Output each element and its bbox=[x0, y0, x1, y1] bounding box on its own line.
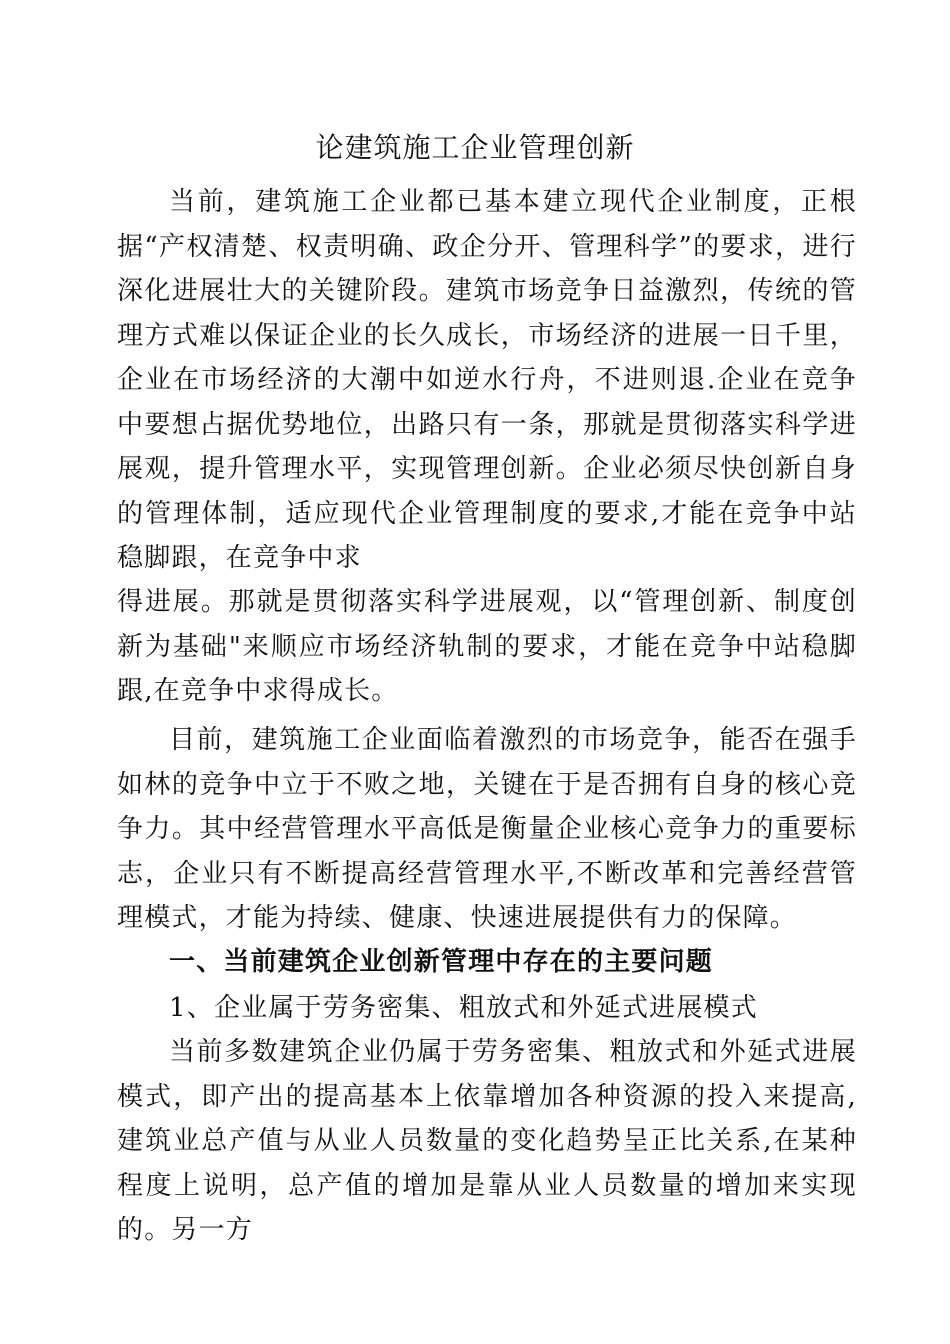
section-heading: 一、当前建筑企业创新管理中存在的主要问题 bbox=[169, 947, 714, 977]
body-paragraph: 得进展。那就是贯彻落实科学进展观，以“管理创新、制度创新为基础"来顺应市场经济轨制的要求，才能在竞争中站稳脚跟,在竞争中求得成长。 bbox=[117, 587, 857, 706]
paragraph-block-2 bbox=[117, 580, 857, 714]
paragraph-block-4 bbox=[117, 1030, 857, 1253]
subsection-heading: 1、企业属于劳务密集、粗放式和外延式进展模式 bbox=[169, 993, 758, 1023]
document-title: 论建筑施工企业管理创新 bbox=[315, 131, 635, 164]
body-paragraph: 当前，建筑施工企业都已基本建立现代企业制度，正根据“产权清楚、权责明确、政企分开、管理科学”的要求，进行深化进展壮大的关键阶段。建筑市场竞争日益激烈，传统的管理方式难以保证企业的长久成长，市场经济的进展一日千里，企业在市场经济的大潮中如逆水行舟，不进则退.企业在竞争中要想占据优势地位，出路只有一条，那就是贯彻落实科学进展观，提升管理水平，实现管理创新。企业必须尽快创新自身的管理体制，适应现代企业管理制度的要求,才能在竞争中站稳脚跟，在竞争中求 bbox=[117, 187, 857, 573]
body-paragraph: 当前多数建筑企业仍属于劳务密集、粗放式和外延式进展模式，即产出的提高基本上依靠增加各种资源的投入来提高,建筑业总产值与从业人员数量的变化趋势呈正比关系,在某种程度上说明，总产值的增加是靠从业人员数量的增加来实现的。另一方 bbox=[117, 1037, 857, 1245]
subsection-heading-block bbox=[117, 986, 857, 1031]
paragraph-block-1 bbox=[117, 180, 857, 581]
paragraph-block-3 bbox=[117, 718, 857, 941]
section-heading-block bbox=[117, 940, 857, 985]
body-paragraph: 目前，建筑施工企业面临着激烈的市场竞争，能否在强手如林的竞争中立于不败之地，关键在于是否拥有自身的核心竞争力。其中经营管理水平高低是衡量企业核心竞争力的重要标志，企业只有不断提高经营管理水平,不断改革和完善经营管理模式，才能为持续、健康、快速进展提供有力的保障。 bbox=[117, 725, 857, 933]
